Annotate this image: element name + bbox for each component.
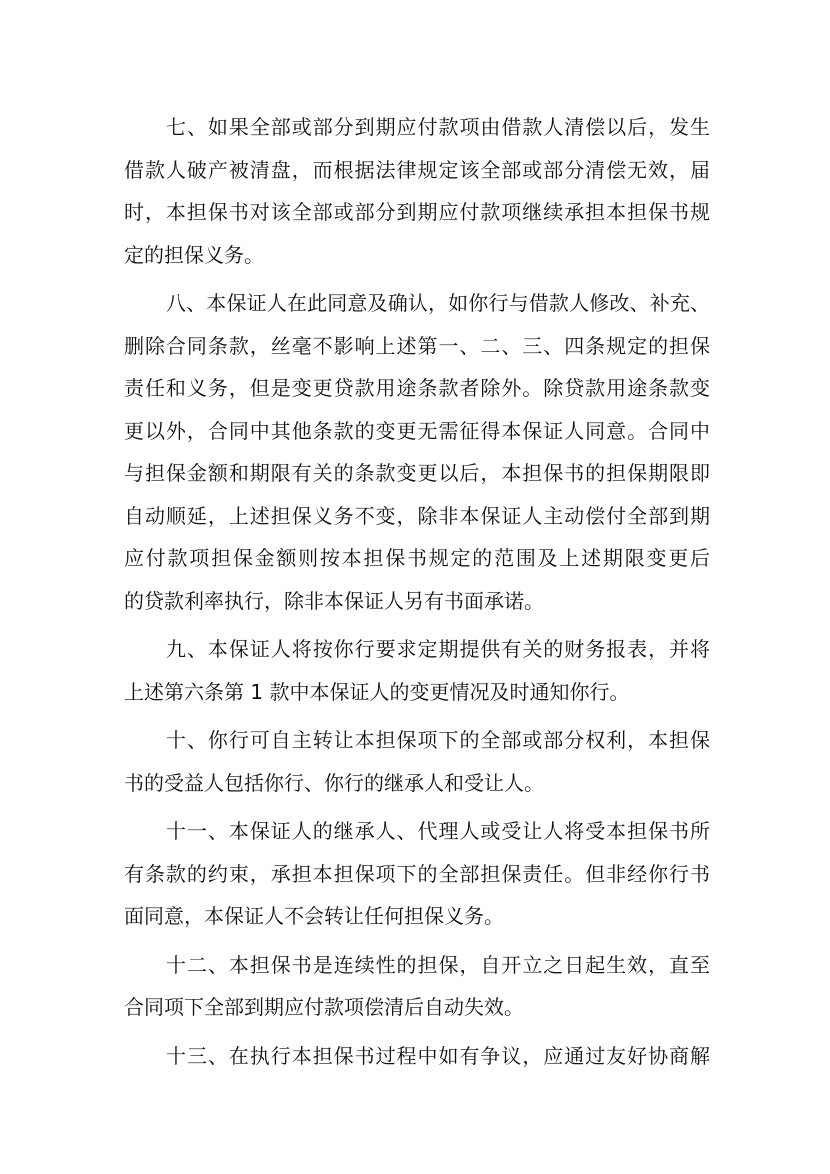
text-line: 的贷款利率执行，除非本保证人另有书面承诺。 — [124, 588, 544, 613]
paragraph — [124, 1035, 710, 1078]
text-line: 借款人破产被清盘，而根据法律规定该全部或部分清偿无效，届 — [124, 157, 710, 182]
text-line: 八、本保证人在此同意及确认，如你行与借款人修改、补充、 — [166, 291, 710, 315]
text-line: 应付款项担保金额则按本担保书规定的范围及上述期限变更后 — [124, 546, 710, 570]
paragraph — [124, 719, 710, 804]
paragraph — [124, 282, 710, 622]
text-line: 定的担保义务。 — [124, 242, 264, 267]
text-line: 与担保金额和期限有关的条款变更以后，本担保书的担保期限即 — [124, 461, 710, 485]
text-line: 自动顺延，上述担保义务不变，除非本保证人主动偿付全部到期 — [124, 503, 710, 528]
text-line: 十一、本保证人的继承人、代理人或受让人将受本担保书所 — [166, 819, 710, 843]
text-line: 删除合同条款，丝毫不影响上述第一、二、三、四条规定的担保 — [124, 333, 710, 358]
text-line: 面同意，本保证人不会转让任何担保义务。 — [124, 904, 504, 928]
text-line: 十二、本担保书是连续性的担保，自开立之日起生效，直至 — [166, 952, 710, 977]
text-line: 责任和义务，但是变更贷款用途条款者除外。除贷款用途条款变 — [124, 376, 710, 400]
paragraph — [124, 628, 710, 713]
text-line: 十、你行可自主转让本担保项下的全部或部分权利，本担保 — [166, 728, 710, 752]
paragraph — [124, 810, 710, 938]
document-page — [124, 106, 710, 1083]
text-line: 九、本保证人将按你行要求定期提供有关的财务报表，并将 — [166, 637, 710, 661]
paragraph — [124, 944, 710, 1029]
text-line: 书的受益人包括你行、你行的继承人和受让人。 — [124, 770, 544, 795]
text-line: 更以外，合同中其他条款的变更无需征得本保证人同意。合同中 — [124, 418, 710, 443]
text-line: 七、如果全部或部分到期应付款项由借款人清偿以后，发生 — [166, 115, 710, 139]
text-line: 十三、在执行本担保书过程中如有争议，应通过友好协商解 — [166, 1043, 710, 1068]
text-line: 时，本担保书对该全部或部分到期应付款项继续承担本担保书规 — [124, 200, 710, 224]
text-line: 有条款的约束，承担本担保项下的全部担保责任。但非经你行书 — [124, 861, 710, 886]
text-line: 合同项下全部到期应付款项偿清后自动失效。 — [124, 995, 524, 1019]
text-line: 上述第六条第 1 款中本保证人的变更情况及时通知你行。 — [124, 679, 630, 704]
paragraph — [124, 106, 710, 276]
